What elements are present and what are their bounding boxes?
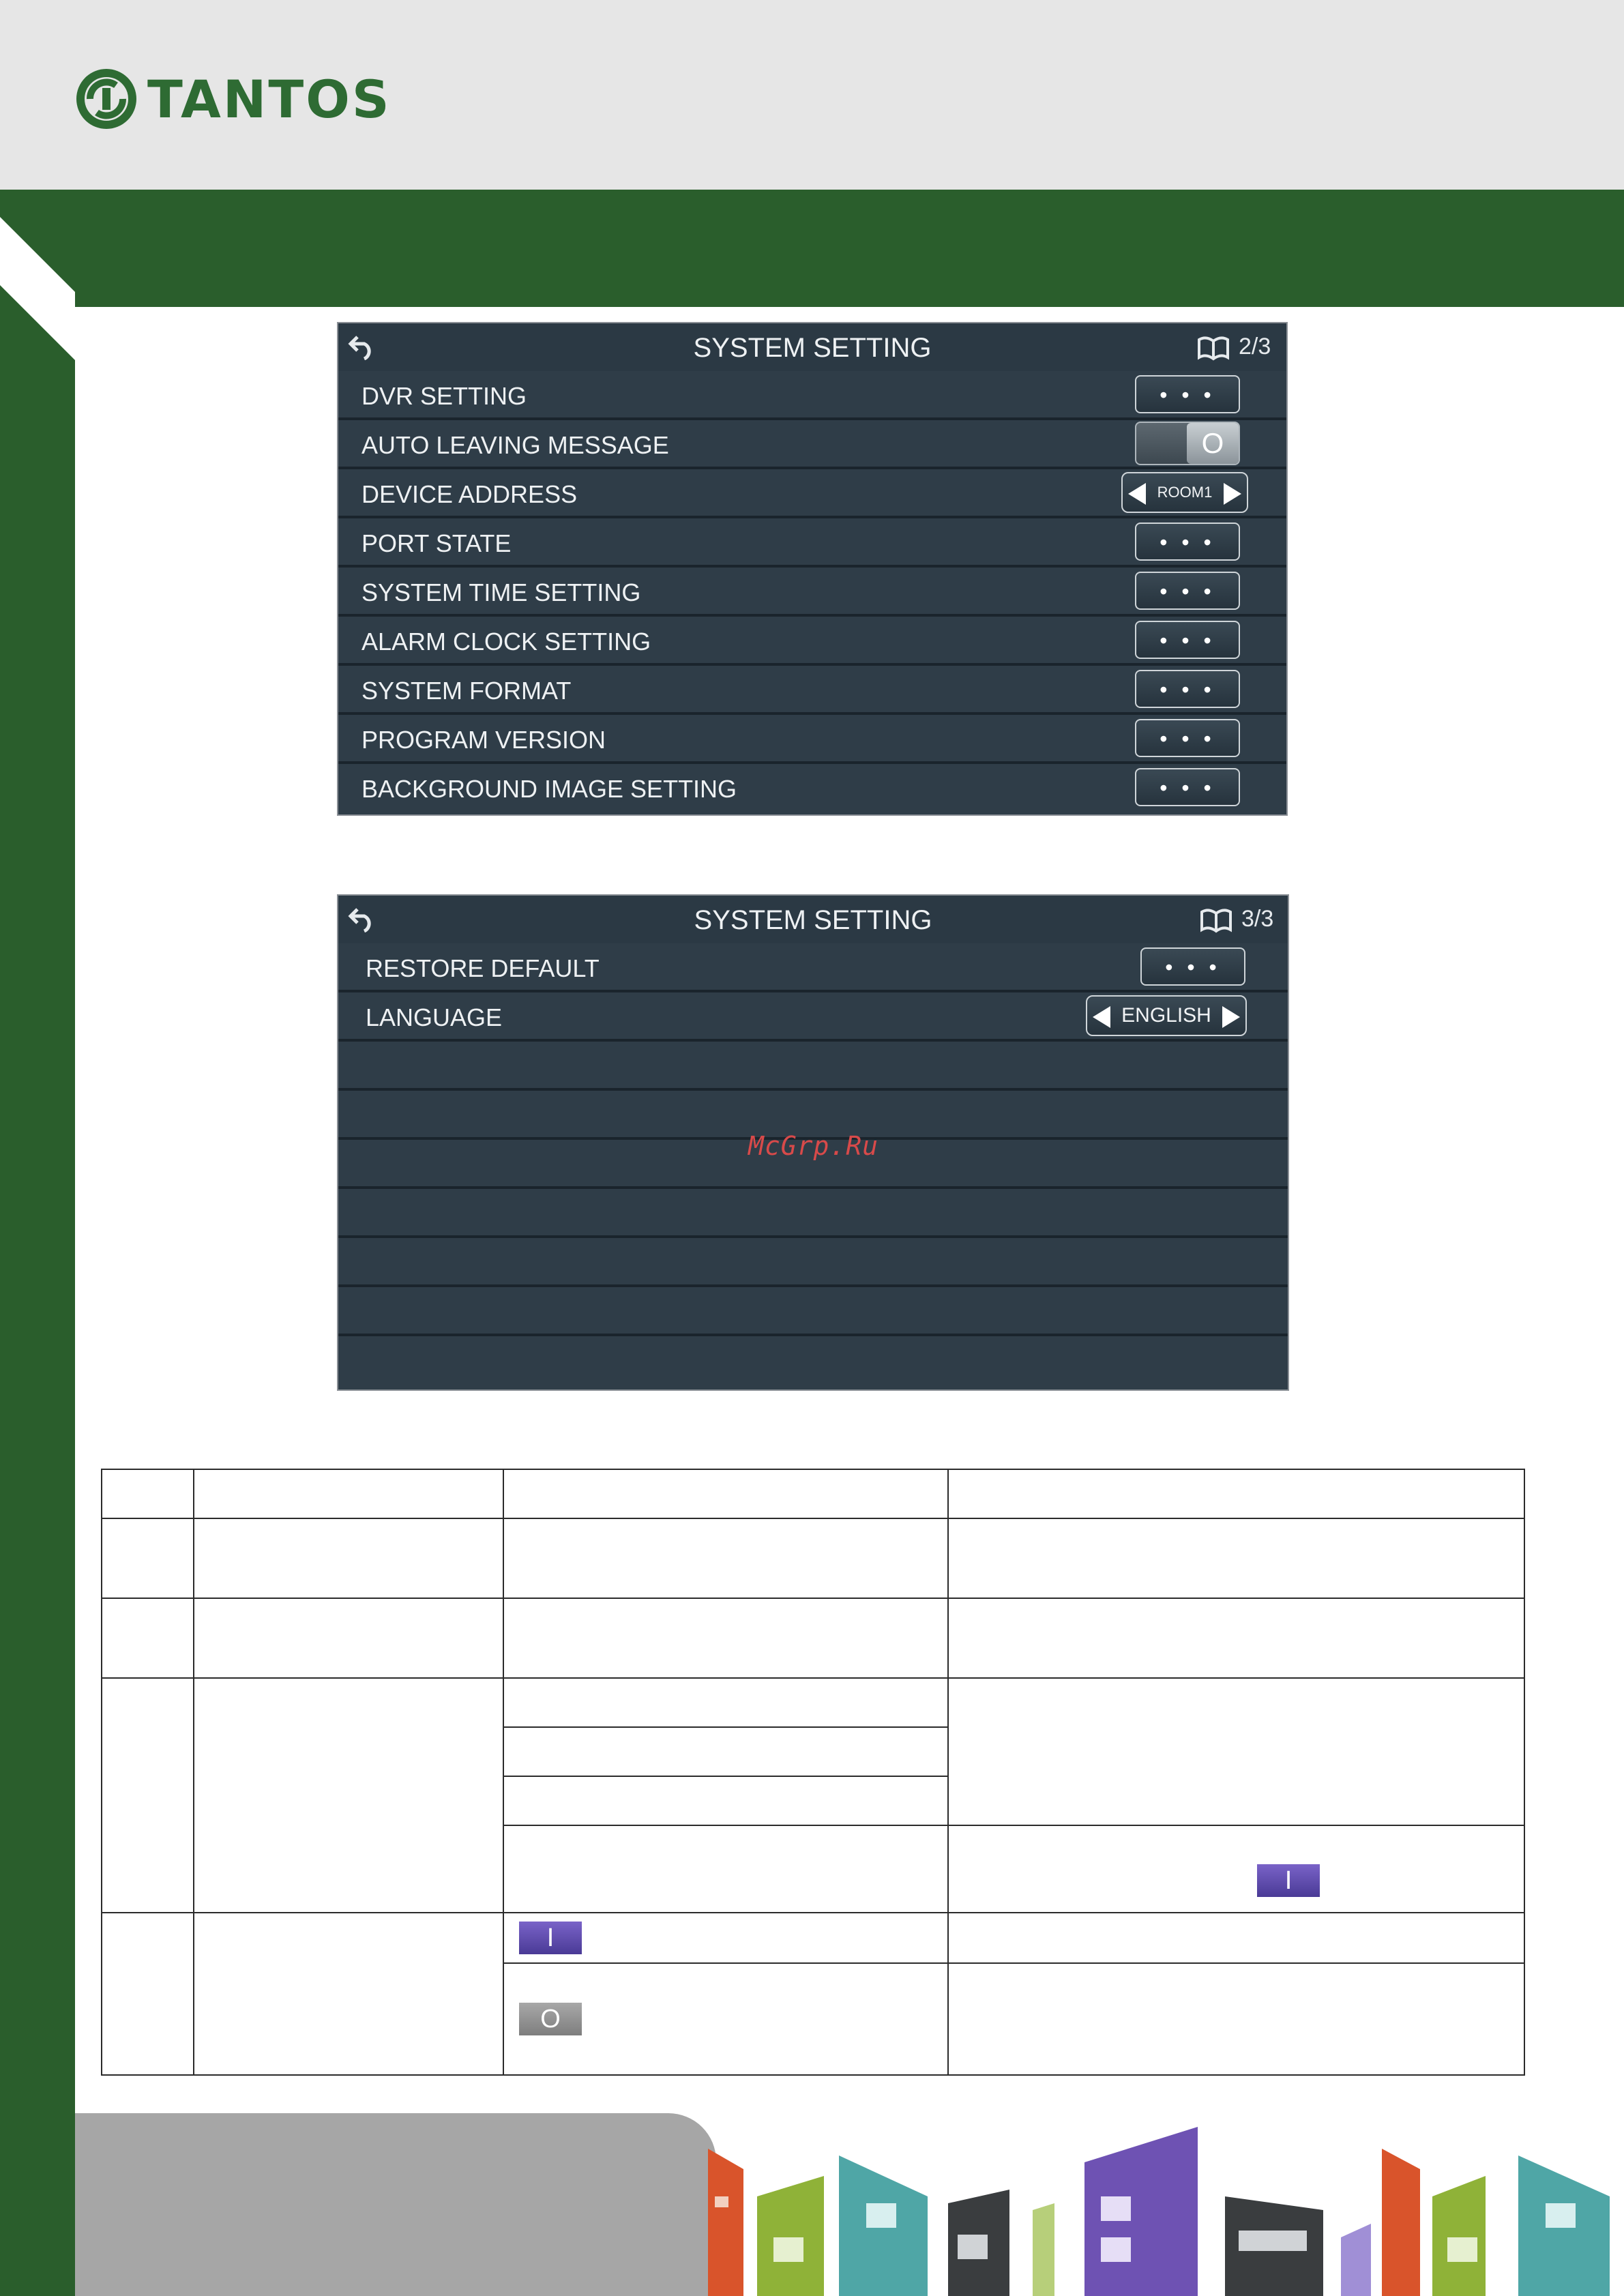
port-state-more-button[interactable]: • • • — [1135, 523, 1240, 561]
screen-title: SYSTEM SETTING — [694, 905, 932, 935]
city-buildings-illustration — [703, 2121, 1624, 2296]
on-indicator: I — [1257, 1864, 1320, 1897]
table-cell — [503, 1825, 948, 1913]
table-cell — [503, 1598, 948, 1678]
row-label: BACKGROUND IMAGE SETTING — [361, 775, 737, 803]
page-indicator: 2/3 — [1239, 334, 1271, 359]
header-diagonal-stripe — [0, 190, 95, 408]
header-green-band — [0, 190, 1624, 307]
table-cell — [194, 1913, 503, 2075]
settings-row-dvr-setting[interactable] — [338, 371, 1286, 420]
device-address-selector[interactable] — [1121, 472, 1248, 513]
table-cell — [102, 1678, 194, 1913]
table-cell — [503, 1469, 948, 1518]
book-icon — [1196, 334, 1230, 362]
table-cell — [194, 1469, 503, 1518]
background-image-setting-more-button[interactable]: • • • — [1135, 768, 1240, 806]
row-label: ALARM CLOCK SETTING — [361, 628, 651, 656]
table-cell — [102, 1469, 194, 1518]
settings-row-alarm-clock-setting[interactable] — [338, 617, 1286, 666]
table-row — [102, 1469, 1524, 1518]
watermark: McGrp.Ru — [748, 1131, 879, 1161]
table-cell — [194, 1598, 503, 1678]
row-label: PROGRAM VERSION — [361, 726, 606, 754]
table-cell — [503, 1518, 948, 1598]
system-setting-screen-page-2 — [337, 322, 1288, 816]
alarm-clock-setting-more-button[interactable]: • • • — [1135, 621, 1240, 659]
settings-row-device-address[interactable] — [338, 469, 1286, 518]
row-label: SYSTEM TIME SETTING — [361, 578, 641, 606]
table-cell — [503, 1776, 948, 1825]
settings-row-background-image-setting[interactable] — [338, 764, 1286, 814]
screen-header — [338, 896, 1288, 945]
brand-logo — [75, 61, 392, 136]
empty-row — [338, 1336, 1288, 1389]
page-indicator: 3/3 — [1241, 906, 1274, 932]
toggle-knob: O — [1187, 423, 1239, 464]
right-arrow-icon[interactable] — [1222, 1006, 1240, 1028]
language-selector[interactable] — [1086, 995, 1247, 1036]
table-cell — [948, 1518, 1524, 1598]
auto-leaving-message-toggle[interactable] — [1135, 422, 1240, 465]
dvr-setting-more-button[interactable]: • • • — [1135, 375, 1240, 413]
on-indicator: I — [519, 1922, 582, 1954]
settings-row-system-format[interactable] — [338, 666, 1286, 715]
book-icon — [1199, 907, 1233, 934]
table-cell — [948, 1469, 1524, 1518]
empty-row — [338, 1287, 1288, 1336]
tantos-logo-icon — [75, 68, 138, 130]
left-arrow-icon[interactable] — [1093, 1006, 1110, 1028]
table-cell — [503, 1963, 948, 2075]
table-cell — [102, 1913, 194, 2075]
table-row — [102, 1678, 1524, 1727]
screen-header — [338, 323, 1286, 373]
empty-row — [338, 1238, 1288, 1287]
settings-description-table — [101, 1469, 1525, 2076]
row-label: AUTO LEAVING MESSAGE — [361, 431, 669, 459]
table-cell — [194, 1678, 503, 1913]
table-cell — [102, 1518, 194, 1598]
page-header — [0, 0, 1624, 190]
screen-title: SYSTEM SETTING — [693, 333, 932, 363]
table-cell — [948, 1598, 1524, 1678]
table-row — [102, 1598, 1524, 1678]
footer-gray-panel — [75, 2113, 716, 2296]
row-label: DVR SETTING — [361, 382, 527, 410]
table-cell — [194, 1518, 503, 1598]
settings-row-language[interactable] — [338, 992, 1288, 1042]
selector-value: ENGLISH — [1121, 1004, 1211, 1027]
restore-default-more-button[interactable]: • • • — [1140, 947, 1245, 986]
system-format-more-button[interactable]: • • • — [1135, 670, 1240, 708]
program-version-more-button[interactable]: • • • — [1135, 719, 1240, 757]
row-label: LANGUAGE — [366, 1003, 503, 1031]
settings-row-system-time-setting[interactable] — [338, 568, 1286, 617]
row-label: SYSTEM FORMAT — [361, 677, 572, 705]
right-arrow-icon[interactable] — [1224, 483, 1241, 505]
settings-row-program-version[interactable] — [338, 715, 1286, 764]
left-green-bar — [0, 190, 75, 2296]
brand-name: TANTOS — [147, 68, 392, 130]
table-cell — [948, 1963, 1524, 2075]
settings-row-restore-default[interactable] — [338, 943, 1288, 992]
row-label: DEVICE ADDRESS — [361, 480, 578, 508]
table-row — [102, 1518, 1524, 1598]
empty-row — [338, 1189, 1288, 1238]
off-indicator: O — [519, 2003, 582, 2035]
row-label: RESTORE DEFAULT — [366, 954, 600, 982]
table-cell — [948, 1825, 1524, 1913]
table-cell — [102, 1598, 194, 1678]
table-cell — [503, 1678, 948, 1727]
system-time-setting-more-button[interactable]: • • • — [1135, 572, 1240, 610]
settings-row-auto-leaving-message[interactable] — [338, 420, 1286, 469]
table-cell — [503, 1727, 948, 1776]
table-cell — [503, 1913, 948, 1963]
row-label: PORT STATE — [361, 529, 512, 557]
table-row — [102, 1913, 1524, 1963]
left-arrow-icon[interactable] — [1128, 483, 1146, 505]
empty-row — [338, 1042, 1288, 1091]
table-cell — [948, 1678, 1524, 1825]
settings-row-port-state[interactable] — [338, 518, 1286, 568]
selector-value: ROOM1 — [1157, 484, 1213, 501]
table-cell — [948, 1913, 1524, 1963]
